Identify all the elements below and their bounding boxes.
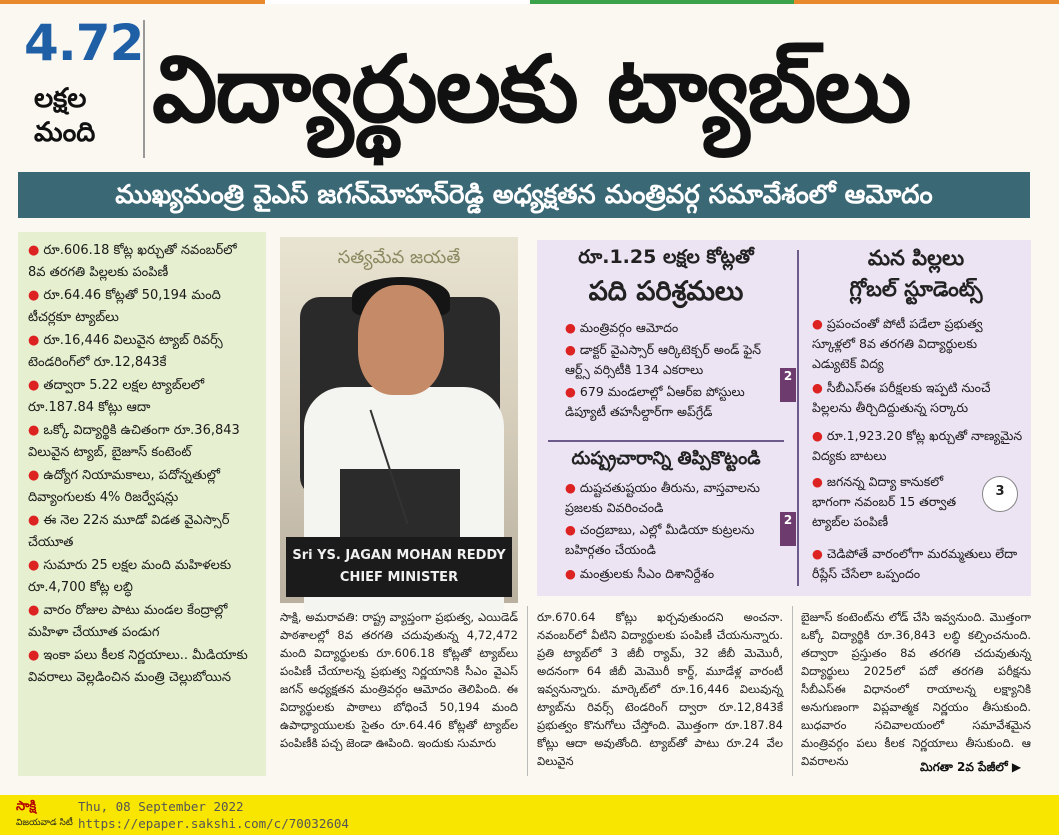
footer-bar [0,795,1059,835]
briefs-hr [548,440,784,442]
article-column-3: బైజూస్ కంటెంట్‌ను లోడ్ చేసి ఇవ్వనుంది. మొత్తంగా ఒక్కో విద్యార్థికి రూ.36,843 లబ్ధి కల్పించనుంది. తద్వారా ప్రస్తుతం 8వ తరగతి చదువుతున్న విద్యార్థులు 2025లో పదో తరగతి పరీక్షను సీబీఎస్‌ఈ విధానంలో రాయాలన్న లక్ష్యానికి అనుగుణంగా విప్లవాత్మక నిర్ణయం తీసుకుంది. బుధవారం సచివాలయంలో సమావేశమైన మంత్రివర్గం పలు కీలక నిర్ణయాలు తీసుకుంది. ఆ వివరాలను [801,610,1031,768]
header-divider [143,20,145,158]
page-ref-badge: 3 [982,476,1018,512]
page-headline: విద్యార్థులకు ట్యాబ్‌లు [152,36,910,143]
box-c-title-line1: మన పిల్లలు [867,246,965,270]
source-info [78,798,349,832]
page-ref-badge: 2 [780,368,796,402]
box-c-title-line2: గ్లోబల్ స్టూడెంట్స్ [849,277,983,301]
list-item: ● రూ.64.46 కోట్లతో 50,194 మంది టీచర్లకూ ట్యాబ్‌లు [28,288,221,325]
list-item: ● ప్రపంచంతో పోటీ పడేలా ప్రభుత్వ స్కూళ్లలో 8వ తరగతి విద్యార్థులకు ఎడ్యుటెక్ విద్య [812,316,983,371]
list-item: ● సుమారు 25 లక్షల మంది మహిళలకు రూ.4,700 కోట్ల లబ్ధి [28,558,232,595]
list-item: ● రూ.1,923.20 కోట్ల ఖర్చుతో నాణ్యమైన విద్యకు బాటలు [812,428,1023,463]
headline-number-caption: లక్షల మంది [34,83,96,148]
highlights-panel [18,232,266,776]
article-column-1: సాక్షి, అమరావతి: రాష్ట్ర వ్యాప్తంగా ప్రభుత్వ, ఎయిడెడ్ పాఠశాలల్లో 8వ తరగతి చదువుతున్న 4,72,472 మంది విద్యార్థులకు రూ.606.18 కోట్లతో ట్యాబ్‌లు పంపిణీ చేయాలన్న ప్రభుత్వ నిర్ణయానికి సీఎం వైఎస్ జగన్ అధ్యక్షతన మంత్రివర్గం ఆమోదం తెలిపింది. ఈ విద్యార్థులకు పాఠాలు బోధించే 50,194 మంది ఉపాధ్యాయులకు సైతం రూ.64.46 కోట్లతో ట్యాబ్‌ల పంపిణీకి పచ్చ జెండా ఊపింది. ఇందుకు సుమారు [280,610,518,750]
box-a-title-line1: రూ.1.25 లక్షల కోట్లతో [578,246,754,268]
page-ref-badge: 2 [780,512,796,546]
list-item: ● సీబీఎస్‌ఈ పరీక్షలకు ఇప్పటి నుంచే పిల్లలను తీర్చిదిద్దుతున్న సర్కారు [812,380,991,415]
list-item: ● రూ.606.18 కోట్ల ఖర్చుతో నవంబర్‌లో 8వ తరగతి పిల్లలకు పంపిణీ [28,243,237,280]
headline-number: 4.72 [24,14,144,72]
sakshi-logo: సాక్షి విజయవాడ సిటీ [16,799,73,828]
subheadline-banner: ముఖ్యమంత్రి వైఎస్ జగన్‌మోహన్‌రెడ్డి అధ్యక్షతన మంత్రివర్గ సమావేశంలో ఆమోదం [18,172,1030,218]
source-url[interactable]: https://epaper.sakshi.com/c/70032604 [78,816,349,831]
name-plate: Sri YS. JAGAN MOHAN REDDY CHIEF MINISTER [286,537,512,597]
list-item: ● చంద్రబాబు, ఎల్లో మీడియా కుట్రలను బహిర్గతం చేయండి [565,522,755,557]
article-column-2: రూ.670.64 కోట్లు ఖర్చవుతుందని అంచనా. నవంబర్‌లో వీటిని విద్యార్థులకు పంపిణీ చేయనున్నారు. ప్రతి ట్యాబ్‌లో 3 జీబీ ర్యామ్, 32 జీబీ మెమొరీ, అదనంగా 64 జీబీ మెమొరీ కార్డ్, మూడేళ్ల వారంటీ ఇవ్వనున్నారు. మార్కెట్‌లో రూ.16,446 విలువున్న ట్యాబ్‌ను రివర్స్ టెండరింగ్ ద్వారా రూ.12,843కే ప్రభుత్వం కొనుగోలు చేస్తోంది. మొత్తంగా రూ.187.84 కోట్లు ఆదా అవుతోంది. ట్యాబ్‌తో పాటు రూ.24 వేల విలువైన [537,610,783,768]
list-item: ● దుష్టచతుష్టయం తీరును, వాస్తవాలను ప్రజలకు వివరించండి [565,480,760,515]
list-item: ● ఉద్యోగ నియామకాలు, పదోన్నతుల్లో దివ్యాంగులకు 4% రిజర్వేషన్లు [28,468,220,505]
list-item: ● వారం రోజుల పాటు మండల కేంద్రాల్లో మహిళా చేయూత పండుగ [28,603,228,640]
list-item: ● ఒక్కో విద్యార్థికి ఉచితంగా రూ.36,843 విలువైన ట్యాబ్, బైజూస్ కంటెంట్ [28,423,240,460]
top-color-strip [0,0,1059,4]
chief-minister-photo [280,237,518,603]
box-b-title: దుష్ప్రచారాన్ని తిప్పికొట్టండి [571,448,761,469]
edition-date: Thu, 08 September 2022 [78,799,244,814]
list-item: ● ఈ నెల 22న మూడో విడత వైఎస్సార్ చేయూత [28,513,230,550]
list-item: ● 679 మండలాల్లో ఏఆర్‌ఐ పోస్టులు డిప్యూటీ తహసీల్దార్‌గా అప్‌గ్రేడ్ [565,384,745,419]
list-item: ● తద్వారా 5.22 లక్షల ట్యాబ్‌లలో రూ.187.84 కోట్లు ఆదా [28,378,205,415]
list-item: ● డాక్టర్ వైఎస్సార్ ఆర్కిటెక్చర్ అండ్ ఫైన్ ఆర్ట్స్ వర్సిటీకి 134 ఎకరాలు [565,342,762,377]
list-item: ● మంత్రులకు సీఎం దిశానిర్దేశం [565,566,715,581]
list-item: ● రూ.16,446 విలువైన ట్యాబ్ రివర్స్ టెండరింగ్‌లో రూ.12,843కే [28,333,223,370]
list-item: ● చెడిపోతే వారంలోగా మరమ్మతులు లేదా రీప్లేస్ చేసేలా ఒప్పందం [812,546,1018,581]
list-item: ● జగనన్న విద్యా కానుకలో భాగంగా నవంబర్ 15 తర్వాత ట్యాబ్‌ల పంపిణీ [812,474,957,529]
emblem-text: సత్యమేవ జయతే [337,247,461,268]
continued-link[interactable]: మిగతా 2వ పేజీలో ▶ [920,760,1022,774]
box-a-title-line2: పది పరిశ్రమలు [588,276,744,307]
briefs-divider [797,250,799,586]
list-item: ● మంత్రివర్గం ఆమోదం [565,320,679,335]
list-item: ● ఇంకా పలు కీలక నిర్ణయాలు.. మీడియాకు వివరాలు వెల్లడించిన మంత్రి చెల్లుబోయిన [28,648,248,685]
